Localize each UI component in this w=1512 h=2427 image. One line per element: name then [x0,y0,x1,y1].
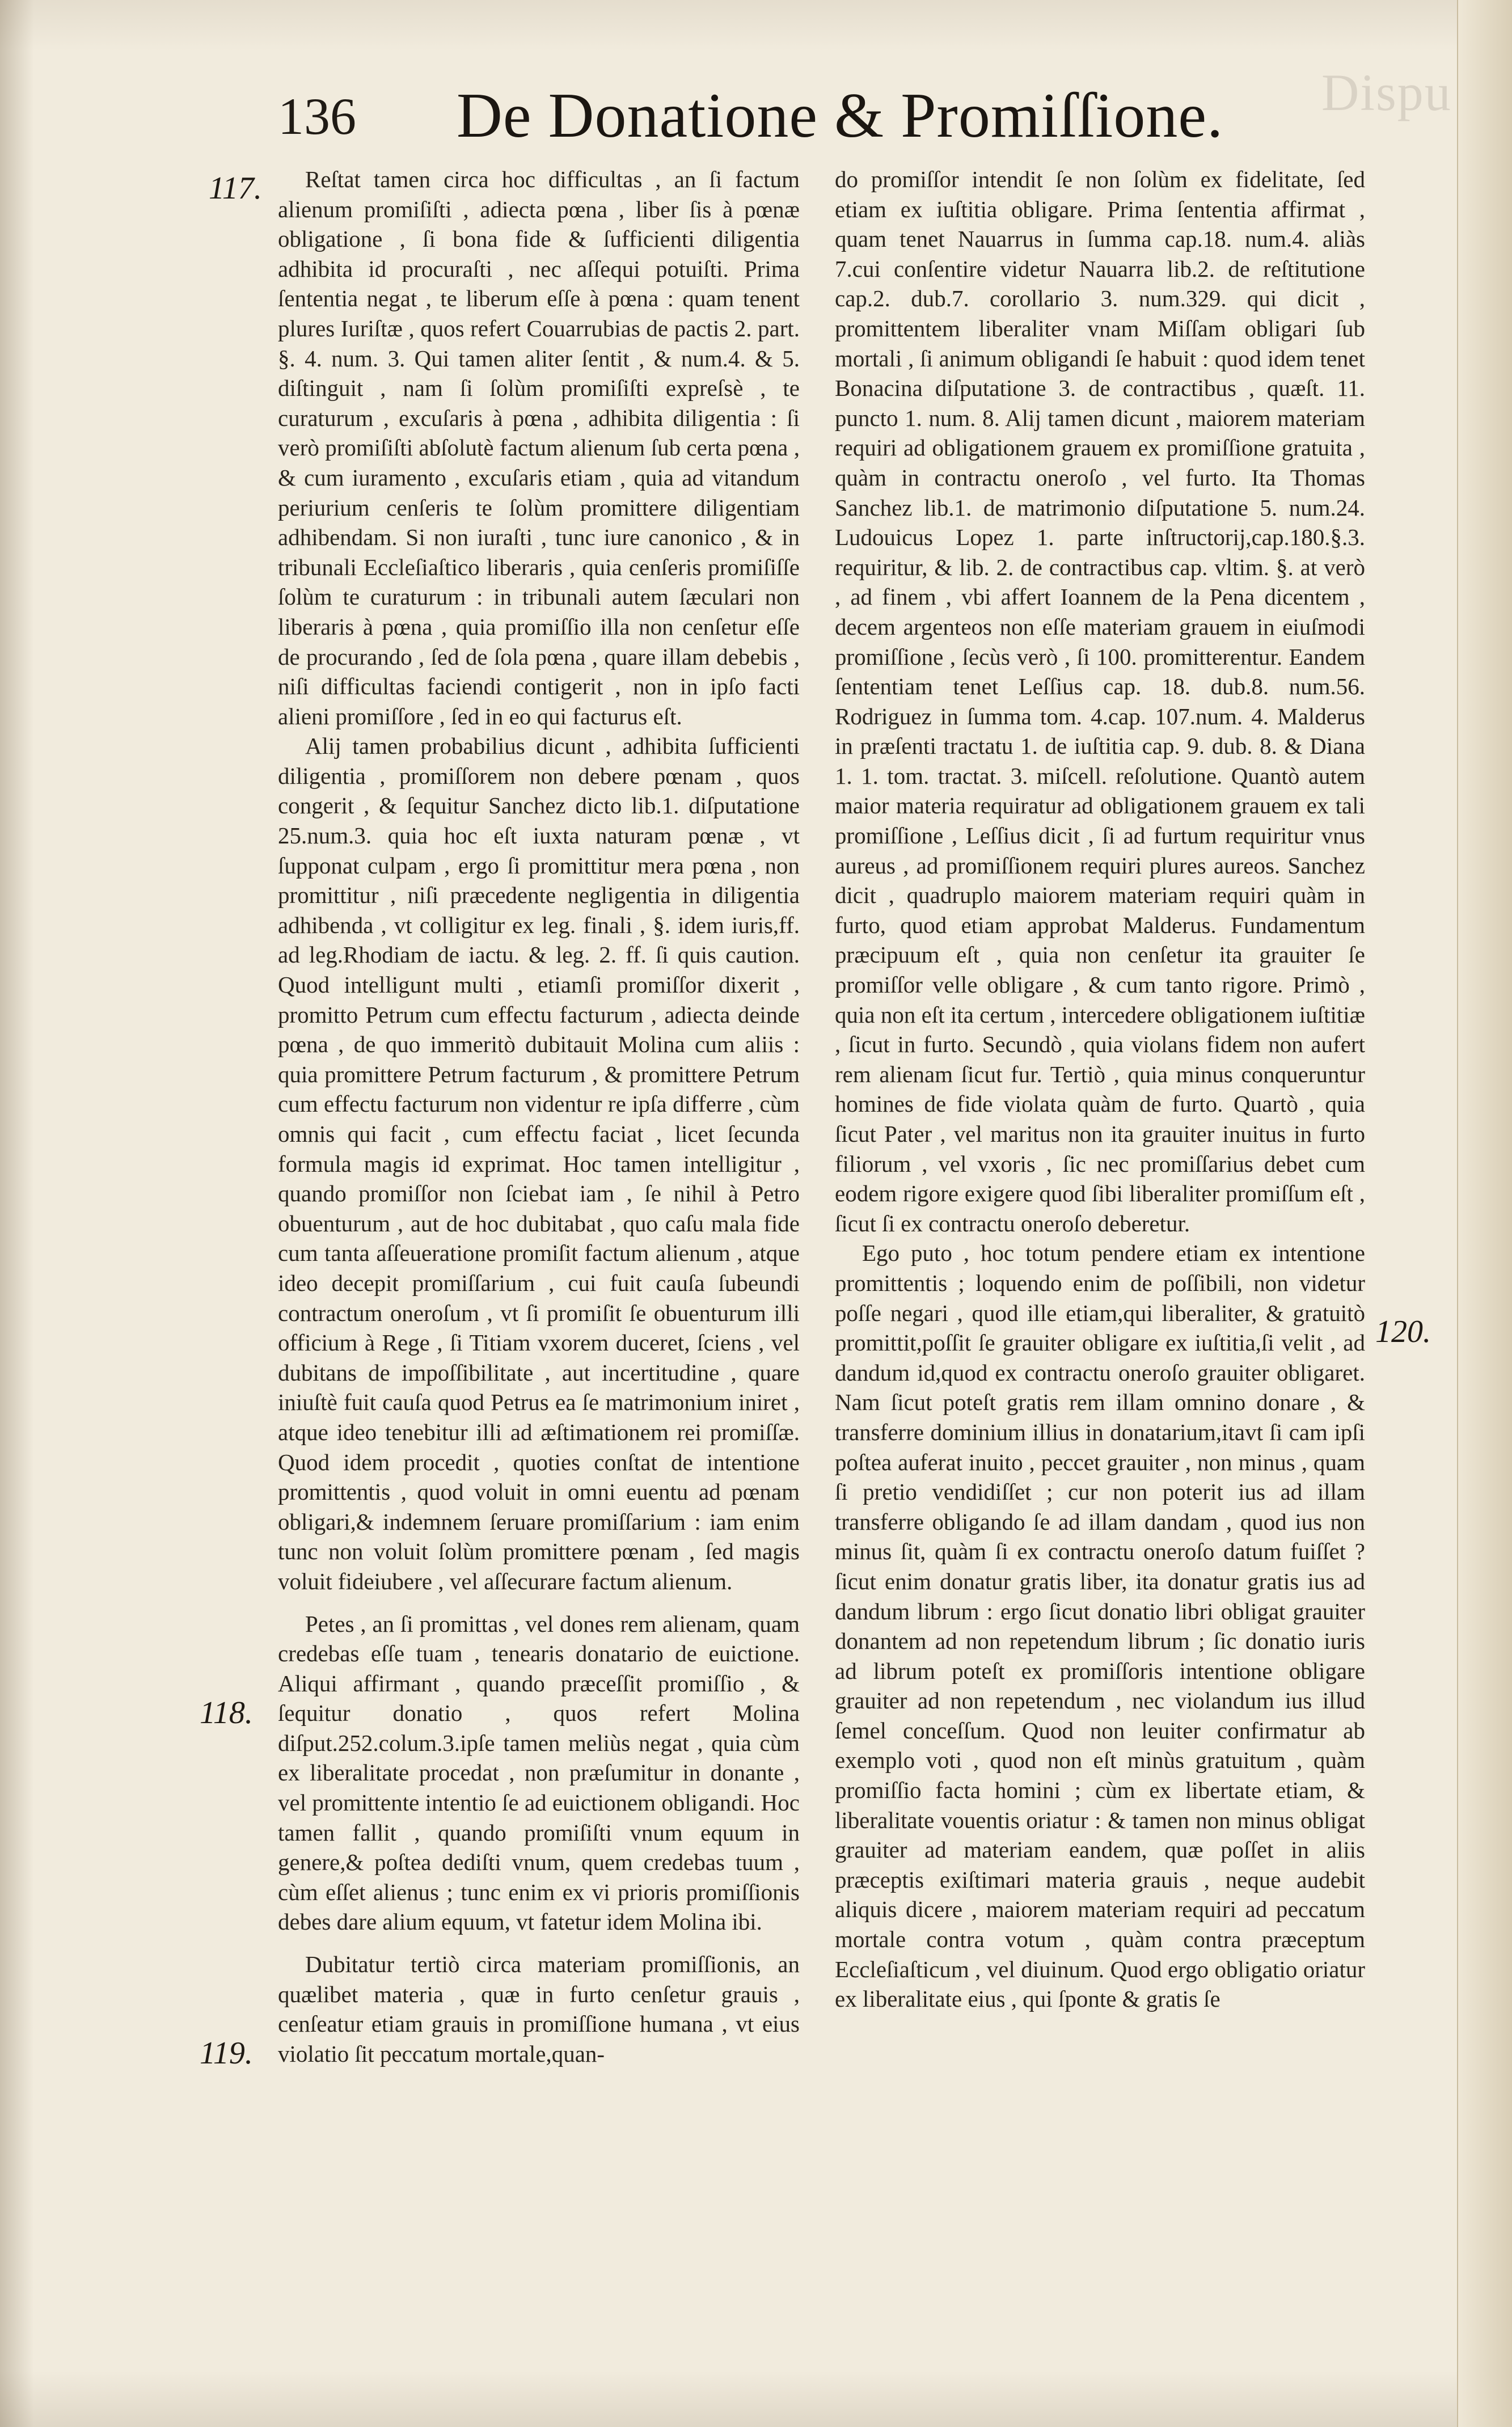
bleed-through-text: Dispu [1321,64,1452,121]
paragraph-119: Dubitatur tertiò circa materiam promiſſionis, an quælibet materia , quæ in furto cenſetur grauis , cenſeatur etiam grauis in promiſſione humana , vt eius violatio ſit peccatum mortale,quan- [278,1951,800,2067]
paragraph-alij: Alij tamen probabilius dicunt , adhibita ſufficienti diligentia , promiſſorem non debere pœnam , quos congerit , & ſequitur Sanchez dicto lib.1. diſputatione 25.num.3. quia hoc eſt iuxta naturam pœnæ , vt ſupponat culpam , ergo ſi promittitur mera pœna , non promittitur , niſi præcedente negligentia in diligentia adhibenda , vt colligitur ex leg. finali , §. idem iuris,ff. ad leg.Rhodiam de iactu. & leg. 2. ff. ſi quis caution. Quod intelligunt multi , etiamſi promiſſor dixerit , promitto Petrum cum effectu facturum , adiecta deinde pœna , de quo immeritò dubitauit Molina cum aliis : quia promittere Petrum facturum , & promittere Petrum cum effectu facturum non videntur re ipſa differre , cùm omnis qui facit , cum effectu faciat , licet ſecunda formula magis id exprimat. Hoc tamen intelligitur , quando promiſſor non ſciebat iam , ſe nihil à Petro obuenturum , aut de hoc dubitabat , quo caſu mala fide cum tanta aſſeueratione promiſit factum alienum , atque ideo decepit promiſſarium , cui fuit cauſa ſubeundi contractum oneroſum , vt ſi promiſit ſe obuenturum illi officium à Rege , ſi Titiam vxorem duceret, ſciens , vel dubitans de impoſſibilitate , aut incertitudine , quare iniuſtè fuit cauſa quod Petrus ea ſe matrimonium iniret , atque ideo tenebitur illi ad æſtimationem rei promiſſæ. Quod idem procedit , quoties conſtat de intentione promittentis , quod voluit in omni euentu ad pœnam obligari,& indemnem ſeruare promiſſarium : iam enim tunc non voluit ſolùm promittere pœnam , ſed magis voluit fideiubere , vel aſſecurare factum alienum. [278,733,800,1594]
running-title: De Donatione & Promiſſione. [457,81,1224,151]
paragraph-120: Ego puto , hoc totum pendere etiam ex intentione promittentis ; loquendo enim de poſſibili, non videtur poſſe negari , quod ille etiam,qui liberaliter, & gratuitò promittit,poſſit ſe grauiter obligare ex iuſtitia,ſi velit , ad dandum id,quod ex contractu oneroſo grauiter obligaret. Nam ſicut poteſt gratis rem illam omnino donare , & transferre dominium illius in donatarium,itavt ſi cam ipſi poſtea auferat inuito , peccet grauiter , non minus , quam ſi pretio vendidiſſet ; cur non poterit ius ad illam transferre obligando ſe ad illam dandam , quod ius non minus ſit, quàm ſi ex contractu oneroſo datum fuiſſet ? ſicut enim donatur gratis liber, ita donatur gratis ius ad dandum librum : ergo ſicut donatio libri obligat grauiter donantem ad non repetendum librum ; ſic donatio iuris ad librum poteſt ex promiſſoris intentione obligare grauiter ad non repetendum , nec violandum ius illud ſemel conceſſum. Quod non leuiter confirmatur ab exemplo voti , quod non eſt minùs gratuitum , quàm promiſſio facta homini ; cùm ex libertate etiam, & liberalitate vouentis oriatur : & tamen non minus obligat grauiter ad materiam eandem, quæ poſſet in aliis præceptis exiſtimari materia grauis , neque audebit aliquis dicere , maiorem materiam requiri ad peccatum mortale contra votum , quàm contra præceptum Eccleſiaſticum , vel diuinum. Quod ergo obligatio oriatur ex liberalitate eius , qui ſponte & gratis ſe [835,1240,1365,2012]
facing-page-edge [1457,0,1512,2427]
margin-number-119: 119. [200,2036,253,2071]
margin-number-118: 118. [200,1695,253,1730]
page-number: 136 [278,87,356,145]
paragraph-continuation: do promiſſor intendit ſe non ſolùm ex fidelitate, ſed etiam ex iuſtitia obligare. Prima ſententia affirmat , quam tenet Nauarrus in ſumma cap.18. num.4. aliàs 7.cui conſentire videtur Nauarra lib.2. de reſtitutione cap.2. dub.7. corollario 3. num.329. qui dicit , promittentem liberaliter vnam Miſſam obligari ſub mortali , ſi animum obligandi ſe habuit : quod idem tenet Bonacina diſputatione 3. de contractibus , quæſt. 11. puncto 1. num. 8. Alij tamen dicunt , maiorem materiam requiri ad obligationem grauem ex promiſſione gratuita , quàm in contractu oneroſo , vel furto. Ita Thomas Sanchez lib.1. de matrimonio diſputatione 5. num.24. Ludouicus Lopez 1. parte inſtructorij,cap.180.§.3. requiritur, & lib. 2. de contractibus cap. vltim. §. at verò , ad finem , vbi affert Ioannem de la Pena dicentem , decem argenteos non eſſe materiam grauem in eiuſmodi promiſſione , ſecùs verò , ſi 100. promitterentur. Eandem ſententiam tenet Leſſius cap. 18. dub.8. num.56. Rodriguez in ſumma tom. 4.cap. 107.num. 4. Malderus in præſenti tractatu 1. de iuſtitia cap. 9. dub. 8. & Diana 1. 1. tom. tractat. 3. miſcell. reſolutione. Quantò autem maior materia requiratur ad obligationem grauem ex tali promiſſione , Leſſius dicit , ſi ad furtum requiritur vnus aureus , ad promiſſionem requiri plures aureos. Sanchez dicit , quadruplo maiorem materiam requiri quàm in furto, quod etiam approbat Malderus. Fundamentum præcipuum eſt , quia non cenſetur ita grauiter ſe promiſſor velle obligare , & cum tanto rigore. Primò , quia non eſt ita certum , intercedere obligationem iuſtitiæ , ſicut in furto. Secundò , quia violans fidem non aufert rem alienam ſicut fur. Tertiò , quia minus conqueruntur homines de fide violata quàm de furto. Quartò , quia ſicut Pater , vel maritus non ita grauiter inuitus in furto filiorum , vel vxoris , ſic nec promiſſarius debet cum eodem rigore exigere quod ſibi liberaliter promiſſum eſt , ſicut ſi ex contractu oneroſo deberetur. [835,166,1365,1236]
margin-number-117: 117. [209,171,262,206]
page-header [278,79,1242,159]
right-text-column [835,164,1365,2014]
paragraph-118: Petes , an ſi promittas , vel dones rem alienam, quam credebas eſſe tuam , tenearis donatario de euictione. Aliqui affirmant , quando præceſſit promiſſio , & ſequitur donatio , quos refert Molina diſput.252.colum.3.ipſe tamen meliùs negat , quia cùm ex liberalitate procedat , non præſumitur in donante , vel promittente intentio ſe ad euictionem obligandi. Hoc tamen fallit , quando promiſiſti vnum equum in genere,& poſtea dediſti vnum, quem credebas tuum , cùm eſſet alienus ; tunc enim ex vi prioris promiſſionis debes dare alium equum, vt fatetur idem Molina ibi. [278,1610,800,1935]
margin-number-120: 120. [1375,1314,1431,1349]
left-text-column [278,164,800,2069]
paragraph-117: Reſtat tamen circa hoc difficultas , an ſi factum alienum promiſiſti , adiecta pœna , liber ſis à pœnæ obligatione , ſi bona fide & ſufficienti diligentia adhibita id procuraſti , nec aſſequi potuiſti. Prima ſententia negat , te liberum eſſe à pœna : quam tenent plures Iuriſtæ , quos refert Couarrubias de pactis 2. part. §. 4. num. 3. Qui tamen aliter ſentit , & num.4. & 5. diſtinguit , nam ſi ſolùm promiſiſti expreſsè , te curaturum , excuſaris à pœna , adhibita diligentia : ſi verò promiſiſti abſolutè factum alienum ſub certa pœna , & cum iuramento , excuſaris etiam , quia ad vitandum periurium cenſeris te ſolùm promittere diligentiam adhibendam. Si non iuraſti , tunc iure canonico , & in tribunali Eccleſiaſtico liberaris , quia cenſeris promiſiſſe ſolùm te curaturum : in tribunali autem ſæculari non liberaris à pœna , quia promiſſio illa non cenſetur eſſe de procurando , ſed de ſola pœna , quare illam debebis , niſi difficultas faciendi contigerit , non in ipſo facti alieni promiſſore , ſed in eo qui facturus eſt. [278,166,800,729]
